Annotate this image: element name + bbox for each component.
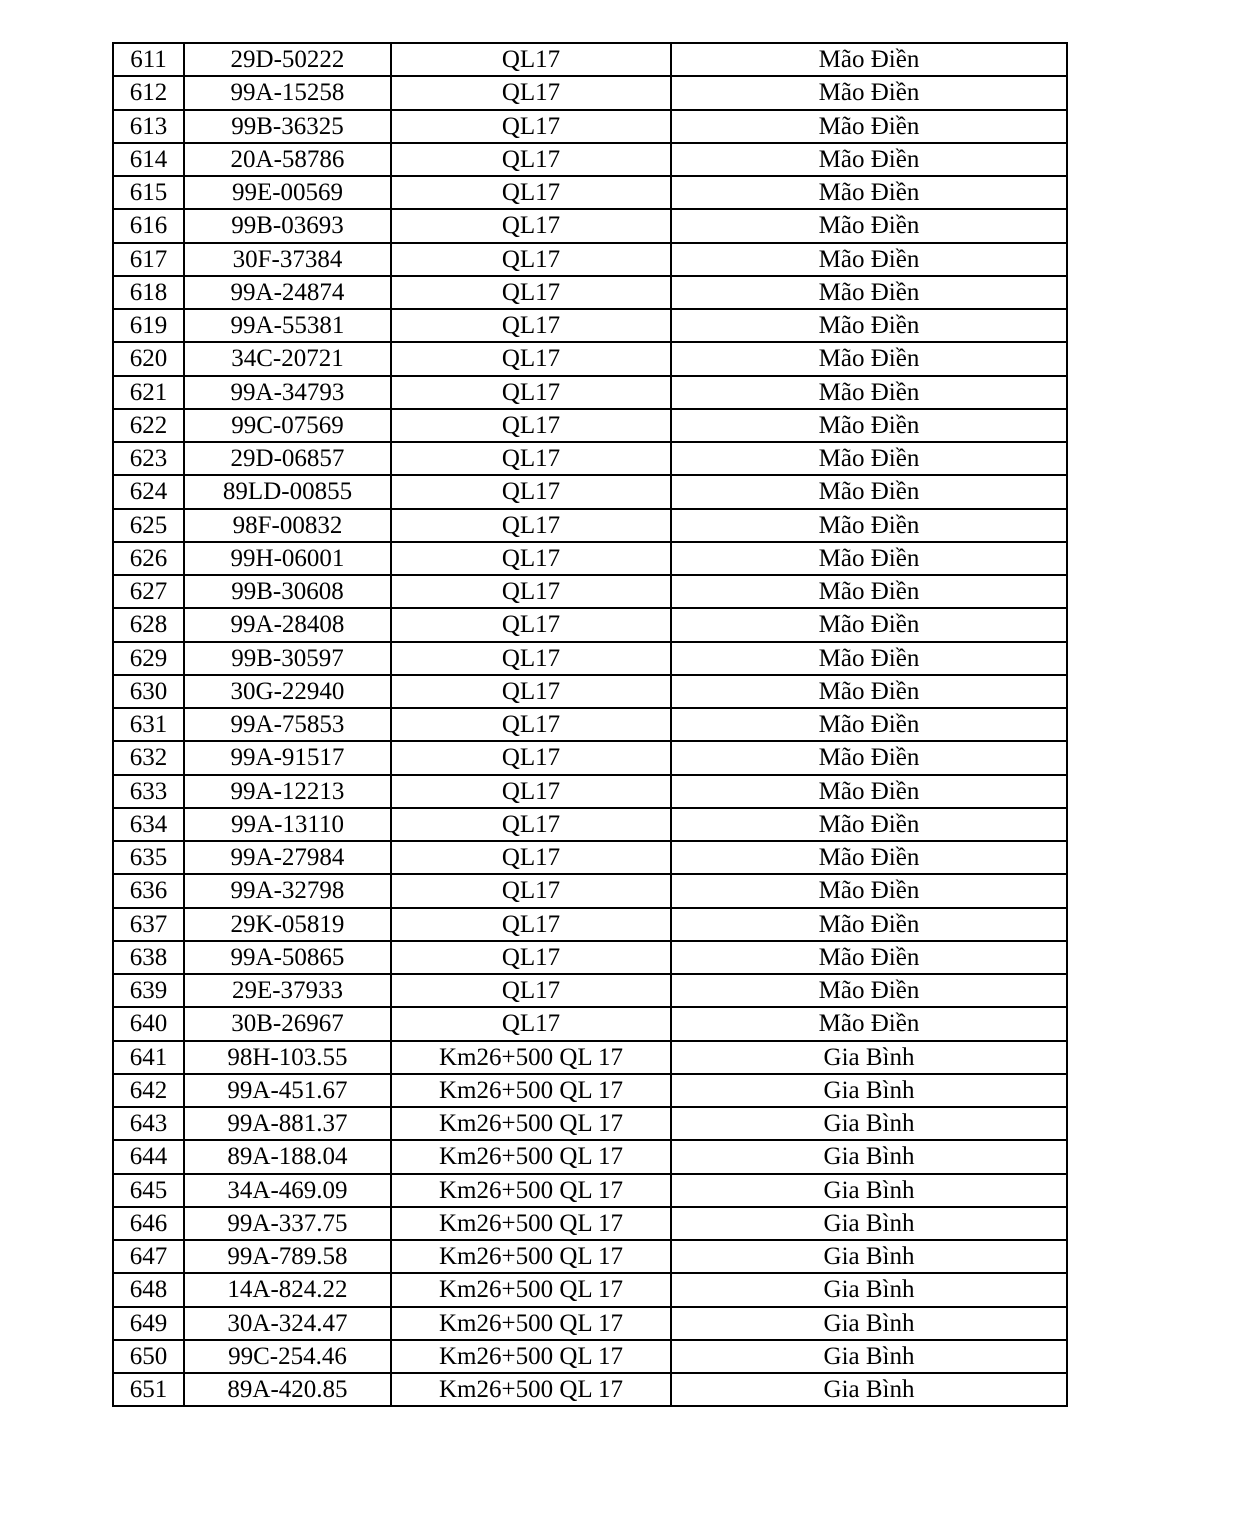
table-row <box>113 1373 1067 1406</box>
table-row <box>113 1273 1067 1306</box>
row-number-cell: 630 <box>113 675 184 708</box>
location-cell: QL17 <box>391 741 671 774</box>
table-row <box>113 775 1067 808</box>
license-plate-cell: 29E-37933 <box>184 974 391 1007</box>
license-plate-cell: 89A-420.85 <box>184 1373 391 1406</box>
table-row <box>113 309 1067 342</box>
table-row <box>113 675 1067 708</box>
location-cell: QL17 <box>391 941 671 974</box>
license-plate-cell: 99A-12213 <box>184 775 391 808</box>
row-number-cell: 634 <box>113 808 184 841</box>
area-cell: Mão Điền <box>671 775 1067 808</box>
area-cell: Mão Điền <box>671 575 1067 608</box>
license-plate-cell: 99A-28408 <box>184 608 391 641</box>
table-row <box>113 442 1067 475</box>
location-cell: QL17 <box>391 509 671 542</box>
area-cell: Mão Điền <box>671 243 1067 276</box>
row-number-cell: 646 <box>113 1207 184 1240</box>
table-row <box>113 908 1067 941</box>
license-plate-cell: 99A-91517 <box>184 741 391 774</box>
row-number-cell: 651 <box>113 1373 184 1406</box>
table-row <box>113 475 1067 508</box>
location-cell: QL17 <box>391 675 671 708</box>
area-cell: Mão Điền <box>671 342 1067 375</box>
table-row <box>113 1041 1067 1074</box>
area-cell: Gia Bình <box>671 1307 1067 1340</box>
row-number-cell: 632 <box>113 741 184 774</box>
location-cell: QL17 <box>391 209 671 242</box>
location-cell: QL17 <box>391 575 671 608</box>
location-cell: Km26+500 QL 17 <box>391 1140 671 1173</box>
location-cell: QL17 <box>391 309 671 342</box>
location-cell: QL17 <box>391 110 671 143</box>
license-plate-cell: 99C-07569 <box>184 409 391 442</box>
license-plate-cell: 99A-789.58 <box>184 1240 391 1273</box>
area-cell: Mão Điền <box>671 841 1067 874</box>
license-plate-cell: 99B-03693 <box>184 209 391 242</box>
row-number-cell: 633 <box>113 775 184 808</box>
table-row <box>113 176 1067 209</box>
row-number-cell: 611 <box>113 43 184 76</box>
area-cell: Mão Điền <box>671 741 1067 774</box>
row-number-cell: 618 <box>113 276 184 309</box>
area-cell: Gia Bình <box>671 1373 1067 1406</box>
area-cell: Mão Điền <box>671 442 1067 475</box>
table-row <box>113 1340 1067 1373</box>
row-number-cell: 623 <box>113 442 184 475</box>
area-cell: Gia Bình <box>671 1174 1067 1207</box>
license-plate-cell: 30G-22940 <box>184 675 391 708</box>
table-row <box>113 1140 1067 1173</box>
table-row <box>113 409 1067 442</box>
row-number-cell: 616 <box>113 209 184 242</box>
license-plate-cell: 89LD-00855 <box>184 475 391 508</box>
area-cell: Mão Điền <box>671 309 1067 342</box>
license-plate-cell: 99A-75853 <box>184 708 391 741</box>
license-plate-cell: 99A-50865 <box>184 941 391 974</box>
table-row <box>113 1107 1067 1140</box>
row-number-cell: 636 <box>113 874 184 907</box>
area-cell: Mão Điền <box>671 143 1067 176</box>
license-plate-cell: 30F-37384 <box>184 243 391 276</box>
license-plate-cell: 99A-32798 <box>184 874 391 907</box>
area-cell: Mão Điền <box>671 542 1067 575</box>
table-body <box>113 43 1067 1406</box>
location-cell: QL17 <box>391 76 671 109</box>
license-plate-cell: 30B-26967 <box>184 1007 391 1040</box>
table-row <box>113 1174 1067 1207</box>
location-cell: QL17 <box>391 143 671 176</box>
license-plate-cell: 29D-06857 <box>184 442 391 475</box>
row-number-cell: 617 <box>113 243 184 276</box>
location-cell: Km26+500 QL 17 <box>391 1041 671 1074</box>
location-cell: Km26+500 QL 17 <box>391 1207 671 1240</box>
table-row <box>113 376 1067 409</box>
license-plate-cell: 98F-00832 <box>184 509 391 542</box>
license-plate-cell: 99A-13110 <box>184 808 391 841</box>
row-number-cell: 638 <box>113 941 184 974</box>
table-row <box>113 1207 1067 1240</box>
location-cell: QL17 <box>391 974 671 1007</box>
row-number-cell: 620 <box>113 342 184 375</box>
license-plate-cell: 99A-451.67 <box>184 1074 391 1107</box>
license-plate-cell: 99A-55381 <box>184 309 391 342</box>
table-row <box>113 642 1067 675</box>
location-cell: Km26+500 QL 17 <box>391 1107 671 1140</box>
location-cell: QL17 <box>391 874 671 907</box>
location-cell: Km26+500 QL 17 <box>391 1174 671 1207</box>
table-row <box>113 708 1067 741</box>
table-row <box>113 342 1067 375</box>
table-row <box>113 76 1067 109</box>
location-cell: QL17 <box>391 409 671 442</box>
table-row <box>113 209 1067 242</box>
row-number-cell: 619 <box>113 309 184 342</box>
row-number-cell: 644 <box>113 1140 184 1173</box>
area-cell: Mão Điền <box>671 376 1067 409</box>
license-plate-cell: 99B-30608 <box>184 575 391 608</box>
area-cell: Mão Điền <box>671 675 1067 708</box>
row-number-cell: 627 <box>113 575 184 608</box>
area-cell: Gia Bình <box>671 1240 1067 1273</box>
license-plate-cell: 99A-27984 <box>184 841 391 874</box>
table-row <box>113 1007 1067 1040</box>
license-plate-cell: 99E-00569 <box>184 176 391 209</box>
license-plate-cell: 99A-881.37 <box>184 1107 391 1140</box>
row-number-cell: 613 <box>113 110 184 143</box>
row-number-cell: 639 <box>113 974 184 1007</box>
table-row <box>113 1307 1067 1340</box>
row-number-cell: 649 <box>113 1307 184 1340</box>
license-plate-cell: 30A-324.47 <box>184 1307 391 1340</box>
table-row <box>113 741 1067 774</box>
location-cell: Km26+500 QL 17 <box>391 1373 671 1406</box>
table-row <box>113 1240 1067 1273</box>
area-cell: Gia Bình <box>671 1340 1067 1373</box>
location-cell: Km26+500 QL 17 <box>391 1273 671 1306</box>
area-cell: Mão Điền <box>671 409 1067 442</box>
location-cell: QL17 <box>391 276 671 309</box>
row-number-cell: 626 <box>113 542 184 575</box>
area-cell: Gia Bình <box>671 1041 1067 1074</box>
license-plate-cell: 20A-58786 <box>184 143 391 176</box>
license-plate-cell: 14A-824.22 <box>184 1273 391 1306</box>
row-number-cell: 643 <box>113 1107 184 1140</box>
table-row <box>113 808 1067 841</box>
area-cell: Mão Điền <box>671 708 1067 741</box>
location-cell: QL17 <box>391 841 671 874</box>
row-number-cell: 631 <box>113 708 184 741</box>
location-cell: QL17 <box>391 708 671 741</box>
table-row <box>113 276 1067 309</box>
license-plate-cell: 99B-36325 <box>184 110 391 143</box>
row-number-cell: 628 <box>113 608 184 641</box>
location-cell: QL17 <box>391 43 671 76</box>
table-row <box>113 974 1067 1007</box>
location-cell: QL17 <box>391 176 671 209</box>
area-cell: Mão Điền <box>671 874 1067 907</box>
row-number-cell: 622 <box>113 409 184 442</box>
area-cell: Gia Bình <box>671 1107 1067 1140</box>
license-plate-cell: 34C-20721 <box>184 342 391 375</box>
area-cell: Mão Điền <box>671 509 1067 542</box>
area-cell: Mão Điền <box>671 475 1067 508</box>
area-cell: Mão Điền <box>671 608 1067 641</box>
area-cell: Gia Bình <box>671 1140 1067 1173</box>
area-cell: Mão Điền <box>671 110 1067 143</box>
area-cell: Mão Điền <box>671 808 1067 841</box>
location-cell: QL17 <box>391 243 671 276</box>
license-plate-cell: 99A-15258 <box>184 76 391 109</box>
area-cell: Mão Điền <box>671 276 1067 309</box>
table-row <box>113 509 1067 542</box>
location-cell: QL17 <box>391 908 671 941</box>
row-number-cell: 640 <box>113 1007 184 1040</box>
table-row <box>113 43 1067 76</box>
location-cell: Km26+500 QL 17 <box>391 1340 671 1373</box>
row-number-cell: 647 <box>113 1240 184 1273</box>
table-row <box>113 542 1067 575</box>
area-cell: Mão Điền <box>671 642 1067 675</box>
license-plate-cell: 99C-254.46 <box>184 1340 391 1373</box>
row-number-cell: 645 <box>113 1174 184 1207</box>
area-cell: Mão Điền <box>671 209 1067 242</box>
table-row <box>113 941 1067 974</box>
location-cell: QL17 <box>391 808 671 841</box>
table-row <box>113 874 1067 907</box>
table-row <box>113 575 1067 608</box>
row-number-cell: 637 <box>113 908 184 941</box>
row-number-cell: 614 <box>113 143 184 176</box>
area-cell: Mão Điền <box>671 974 1067 1007</box>
table-row <box>113 110 1067 143</box>
row-number-cell: 642 <box>113 1074 184 1107</box>
area-cell: Mão Điền <box>671 76 1067 109</box>
area-cell: Gia Bình <box>671 1273 1067 1306</box>
row-number-cell: 629 <box>113 642 184 675</box>
location-cell: QL17 <box>391 442 671 475</box>
location-cell: QL17 <box>391 642 671 675</box>
area-cell: Gia Bình <box>671 1207 1067 1240</box>
table-row <box>113 1074 1067 1107</box>
table-row <box>113 608 1067 641</box>
area-cell: Mão Điền <box>671 43 1067 76</box>
area-cell: Mão Điền <box>671 1007 1067 1040</box>
row-number-cell: 625 <box>113 509 184 542</box>
row-number-cell: 648 <box>113 1273 184 1306</box>
table-row <box>113 841 1067 874</box>
location-cell: QL17 <box>391 775 671 808</box>
location-cell: QL17 <box>391 542 671 575</box>
location-cell: QL17 <box>391 1007 671 1040</box>
location-cell: QL17 <box>391 608 671 641</box>
vehicle-violation-table <box>112 42 1068 1407</box>
area-cell: Gia Bình <box>671 1074 1067 1107</box>
row-number-cell: 612 <box>113 76 184 109</box>
location-cell: QL17 <box>391 342 671 375</box>
license-plate-cell: 98H-103.55 <box>184 1041 391 1074</box>
table-row <box>113 243 1067 276</box>
row-number-cell: 624 <box>113 475 184 508</box>
license-plate-cell: 99H-06001 <box>184 542 391 575</box>
license-plate-cell: 99B-30597 <box>184 642 391 675</box>
license-plate-cell: 99A-337.75 <box>184 1207 391 1240</box>
row-number-cell: 641 <box>113 1041 184 1074</box>
location-cell: Km26+500 QL 17 <box>391 1240 671 1273</box>
license-plate-cell: 99A-24874 <box>184 276 391 309</box>
table-row <box>113 143 1067 176</box>
row-number-cell: 650 <box>113 1340 184 1373</box>
row-number-cell: 615 <box>113 176 184 209</box>
location-cell: Km26+500 QL 17 <box>391 1074 671 1107</box>
license-plate-cell: 99A-34793 <box>184 376 391 409</box>
area-cell: Mão Điền <box>671 176 1067 209</box>
license-plate-cell: 34A-469.09 <box>184 1174 391 1207</box>
row-number-cell: 635 <box>113 841 184 874</box>
row-number-cell: 621 <box>113 376 184 409</box>
location-cell: QL17 <box>391 475 671 508</box>
license-plate-cell: 29K-05819 <box>184 908 391 941</box>
area-cell: Mão Điền <box>671 941 1067 974</box>
location-cell: QL17 <box>391 376 671 409</box>
license-plate-cell: 29D-50222 <box>184 43 391 76</box>
location-cell: Km26+500 QL 17 <box>391 1307 671 1340</box>
area-cell: Mão Điền <box>671 908 1067 941</box>
license-plate-cell: 89A-188.04 <box>184 1140 391 1173</box>
